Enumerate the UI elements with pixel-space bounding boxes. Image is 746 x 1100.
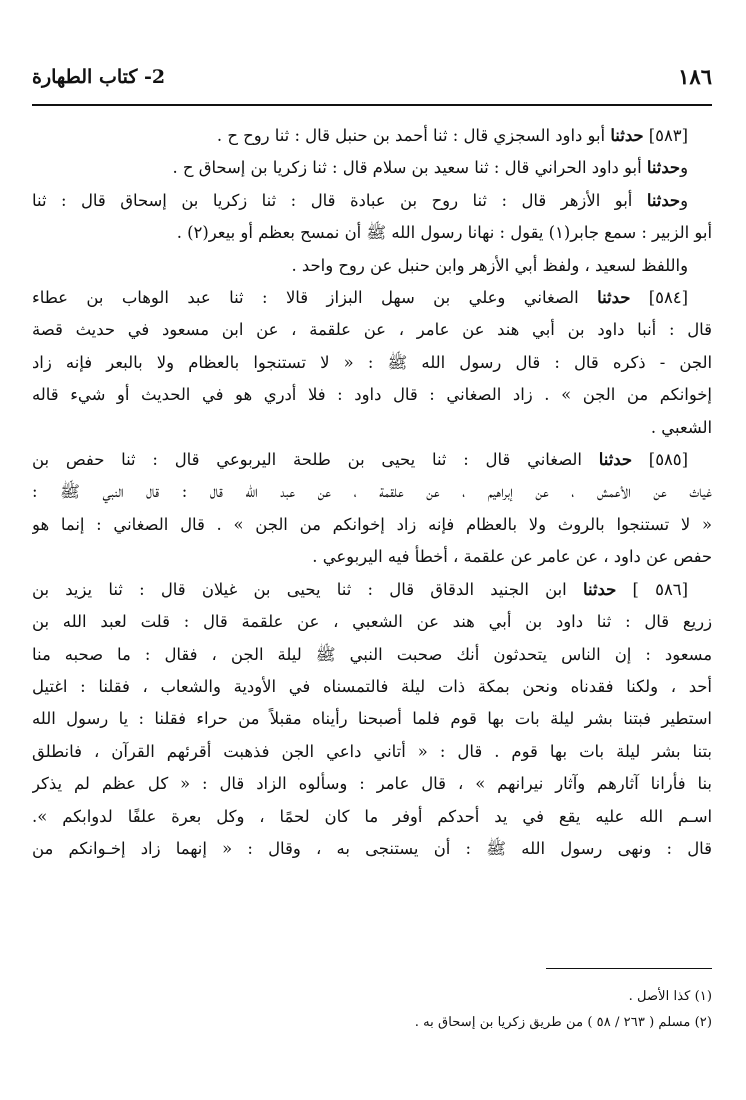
text-line: استطير فبتنا بشر ليلة بات بها قوم فلما أصبحنا رأيناه مقبلاً من حراء فقلنا : يا رسول الله bbox=[32, 709, 712, 729]
text-line: واللفظ لسعيد ، ولفظ أبي الأزهر وابن حنبل عن روح واحد . bbox=[291, 255, 688, 275]
text-line: « لا تستنجوا بالروث ولا بالعظام فإنه زاد إخوانكم من الجن » . قال الصغاني : إنما هو bbox=[32, 514, 712, 534]
text-line: قال : ونهى رسول الله ﷺ : أن يستنجى به ، وقال : « إنهما زاد إخـوانكم من bbox=[32, 838, 712, 858]
footnotes bbox=[32, 984, 712, 1036]
text-line: الشعبي . bbox=[650, 417, 712, 437]
text-line: وحدثنا أبو الأزهر قال : ثنا روح بن عبادة قال : ثنا زكريا بن إسحاق قال : ثنا bbox=[32, 190, 688, 210]
text-line: غياث عن الأعمش ، عن إبراهيم ، عن علقمة ، عن عبد الله قال : قال النبي ﷺ : bbox=[32, 482, 712, 502]
text-line: إخوانكم من الجن » . زاد الصغاني : قال داود : فلا أدري هو في الحديث أو شيء قاله bbox=[32, 385, 712, 405]
text-line: [٥٨٣] حدثنا أبو داود السجزي قال : ثنا أحمد بن حنبل قال : ثنا روح ح . bbox=[216, 126, 688, 145]
text-line: أحد ، ولكنا فقدناه ونحن بمكة ذات ليلة فالتمسناه في الأودية والشعاب ، فقلنا : اغتيل bbox=[32, 676, 712, 696]
text-line: اسـم الله عليه يقع في يد أحدكم أوفر ما كان لحمًا ، وكل بعرة علفًا لدوابكم ». bbox=[32, 806, 712, 826]
footnote-separator bbox=[546, 968, 712, 969]
page-number: ١٨٦ bbox=[678, 64, 712, 89]
text-line: زريع قال : ثنا داود بن أبي هند عن الشعبي ، عن علقمة قال : قلت لعبد الله بن bbox=[32, 612, 712, 632]
text-line: [٥٨٦ ] حدثنا ابن الجنيد الدقاق قال : ثنا يحيى بن غيلان قال : ثنا يزيد بن bbox=[32, 579, 688, 599]
main-text bbox=[32, 120, 712, 865]
text-line: حفص عن داود ، عن عامر عن علقمة ، أخطأ فيه اليربوعي . bbox=[312, 547, 712, 567]
text-line: وحدثنا أبو داود الحراني قال : ثنا سعيد بن سلام قال : ثنا زكريا بن إسحاق ح . bbox=[172, 158, 688, 178]
text-line: أبو الزبير : سمع جابر(١) يقول : نهانا رسول الله ﷺ أن نمسح بعظم أو بيعر(٢) . bbox=[176, 223, 712, 243]
text-line: الجن - ذكره قال : قال رسول الله ﷺ : « لا تستنجوا بالعظام ولا بالبعر فإنه زاد bbox=[32, 352, 712, 372]
footnote-1: (١) كذا الأصل . bbox=[628, 989, 712, 1004]
text-line: مسعود : إن الناس يتحدثون أنك صحبت النبي ﷺ ليلة الجن ، فقال : ما صحبه منا bbox=[32, 644, 712, 664]
text-line: بتنا بشر ليلة بات بها قوم . قال : « أتاني داعي الجن فذهبت أقرئهم القرآن ، فانطلق bbox=[32, 741, 712, 761]
text-line: [٥٨٥] حدثنا الصغاني قال : ثنا يحيى بن طلحة اليربوعي قال : ثنا حفص بن bbox=[32, 450, 689, 470]
footnote-2: (٢) مسلم ( ٢٦٣ / ٥٨ ) من طريق زكريا بن إسحاق به . bbox=[414, 1015, 712, 1030]
text-line: [٥٨٤] حدثنا الصغاني وعلي بن سهل البزاز قالا : ثنا عبد الوهاب بن عطاء bbox=[32, 288, 688, 308]
text-line: قال : أنبا داود بن أبي هند عن عامر ، عن علقمة ، عن ابن مسعود في حديث قصة bbox=[32, 320, 712, 340]
chapter-title: 2- كتاب الطهارة bbox=[32, 66, 166, 88]
text-line: بنا فأرانا آثارهم وآثار نيرانهم » ، قال عامر : وسألوه الزاد قال : « كل عظم لم يذكر bbox=[32, 774, 712, 794]
running-header bbox=[32, 58, 712, 106]
